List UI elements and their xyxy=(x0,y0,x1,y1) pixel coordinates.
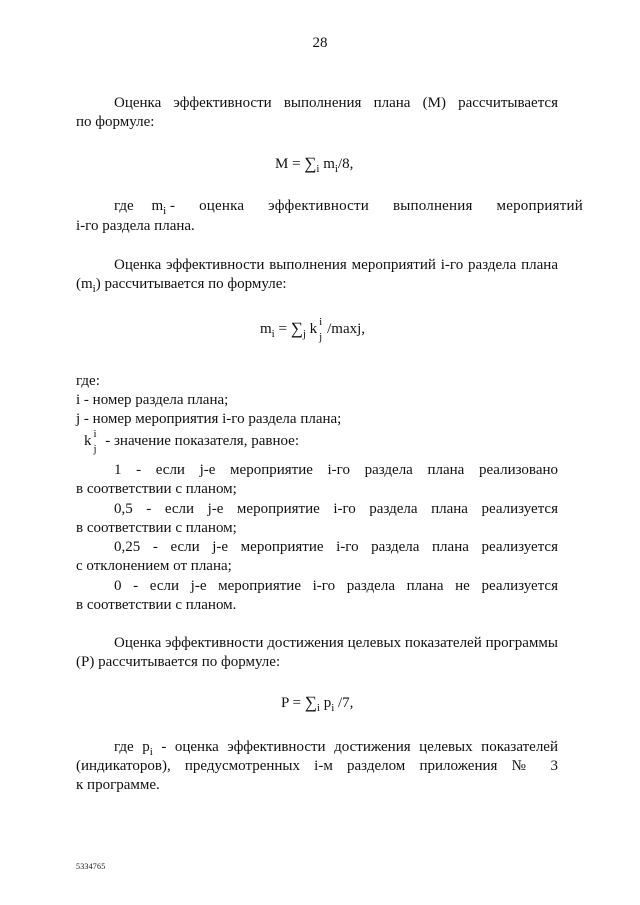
paragraph-p-where-line3: к программе. xyxy=(76,777,160,793)
paragraph-p-line1: Оценка эффективности достижения целевых показателей программы xyxy=(114,635,558,651)
formula-mi-k-scripts xyxy=(317,316,327,343)
formula-mi-k: k xyxy=(309,321,318,337)
definition-k-scripts xyxy=(92,428,102,455)
formula-m-rest: /8, xyxy=(337,156,354,172)
doc-number: 5334765 xyxy=(76,862,106,871)
value-2-line2: в соответствии с планом; xyxy=(76,520,237,536)
p-where-lead: где p xyxy=(114,739,150,755)
paragraph-p-where-line2: (индикаторов), предусмотренных i-м разделом приложения № 3 xyxy=(76,758,558,774)
paragraph-m-line2: по формуле: xyxy=(76,114,155,130)
mi-var-sub: i xyxy=(92,283,96,295)
where-lead: где xyxy=(114,198,134,214)
formula-p-term: p xyxy=(323,695,332,711)
mi-var: (m xyxy=(76,276,93,292)
mi-text: ) рассчитывается по формуле: xyxy=(95,276,287,292)
definition-k-sup: i xyxy=(93,428,97,440)
definition-k-sub: j xyxy=(93,443,97,455)
formula-m-lhs: M = xyxy=(275,156,305,172)
where-var-sub: i xyxy=(163,205,167,217)
formula-p-term-sub: i xyxy=(331,702,335,714)
formula-mi-lhs: m xyxy=(260,321,272,337)
definition-k-var: k xyxy=(84,433,92,449)
page-number: 28 xyxy=(312,35,328,51)
formula-m-term: m xyxy=(323,156,335,172)
where-var: m xyxy=(151,198,164,214)
paragraph-p-line2: (Р) рассчитывается по формуле: xyxy=(76,654,281,670)
p-where-sub: i xyxy=(149,746,153,758)
formula-p xyxy=(281,692,353,713)
formula-p-lhs: P = xyxy=(281,695,305,711)
value-4-line1: 0 - если j-е мероприятие i-го раздела плана не реализуется xyxy=(114,578,558,594)
formula-m-index: i xyxy=(316,163,320,175)
value-1-line1: 1 - если j-е мероприятие i-го раздела плана реализовано xyxy=(114,462,558,478)
paragraph-p-where-line1 xyxy=(114,738,558,757)
definition-k-text: - значение показателя, равное: xyxy=(105,433,299,449)
formula-mi-k-sub: j xyxy=(319,331,323,343)
value-2-line1: 0,5 - если j-е мероприятие i-го раздела плана реализуется xyxy=(114,501,558,517)
paragraph-m-line1: Оценка эффективности выполнения плана (М) рассчитывается xyxy=(114,95,558,111)
sigma-icon: ∑ xyxy=(304,154,317,173)
formula-mi-rest: /maxj, xyxy=(327,321,366,337)
paragraph-mi-line1: Оценка эффективности выполнения мероприятий i-го раздела плана xyxy=(114,257,558,273)
value-4-line2: в соответствии с планом. xyxy=(76,597,237,613)
where-text: - оценка эффективности выполнения мероприятий xyxy=(169,198,583,214)
definitions-where: где: xyxy=(76,373,100,389)
formula-mi-eq: = xyxy=(274,321,291,337)
formula-mi-index: j xyxy=(302,328,306,340)
formula-m-term-sub: i xyxy=(334,163,338,175)
sigma-icon: ∑ xyxy=(290,319,303,338)
definition-j: j - номер мероприятия i-го раздела плана; xyxy=(76,411,342,427)
value-3-line2: с отклонением от плана; xyxy=(76,558,232,574)
formula-mi-lhs-sub: i xyxy=(271,328,275,340)
formula-mi xyxy=(260,316,366,343)
formula-p-index: i xyxy=(316,702,320,714)
definition-i: i - номер раздела плана; xyxy=(76,392,229,408)
paragraph-m-where xyxy=(114,197,583,217)
formula-mi-k-sup: i xyxy=(319,316,323,328)
paragraph-m-where-line2: i-го раздела плана. xyxy=(76,218,195,234)
formula-m xyxy=(275,153,353,174)
value-1-line2: в соответствии с планом; xyxy=(76,481,237,497)
paragraph-mi-line2 xyxy=(76,275,558,294)
value-3-line1: 0,25 - если j-е мероприятие i-го раздела плана реализуется xyxy=(114,539,558,555)
p-where-text: - оценка эффективности достижения целевых показателей xyxy=(161,739,558,755)
sigma-icon: ∑ xyxy=(304,693,317,712)
formula-p-rest: /7, xyxy=(338,695,354,711)
definition-k xyxy=(76,428,558,455)
